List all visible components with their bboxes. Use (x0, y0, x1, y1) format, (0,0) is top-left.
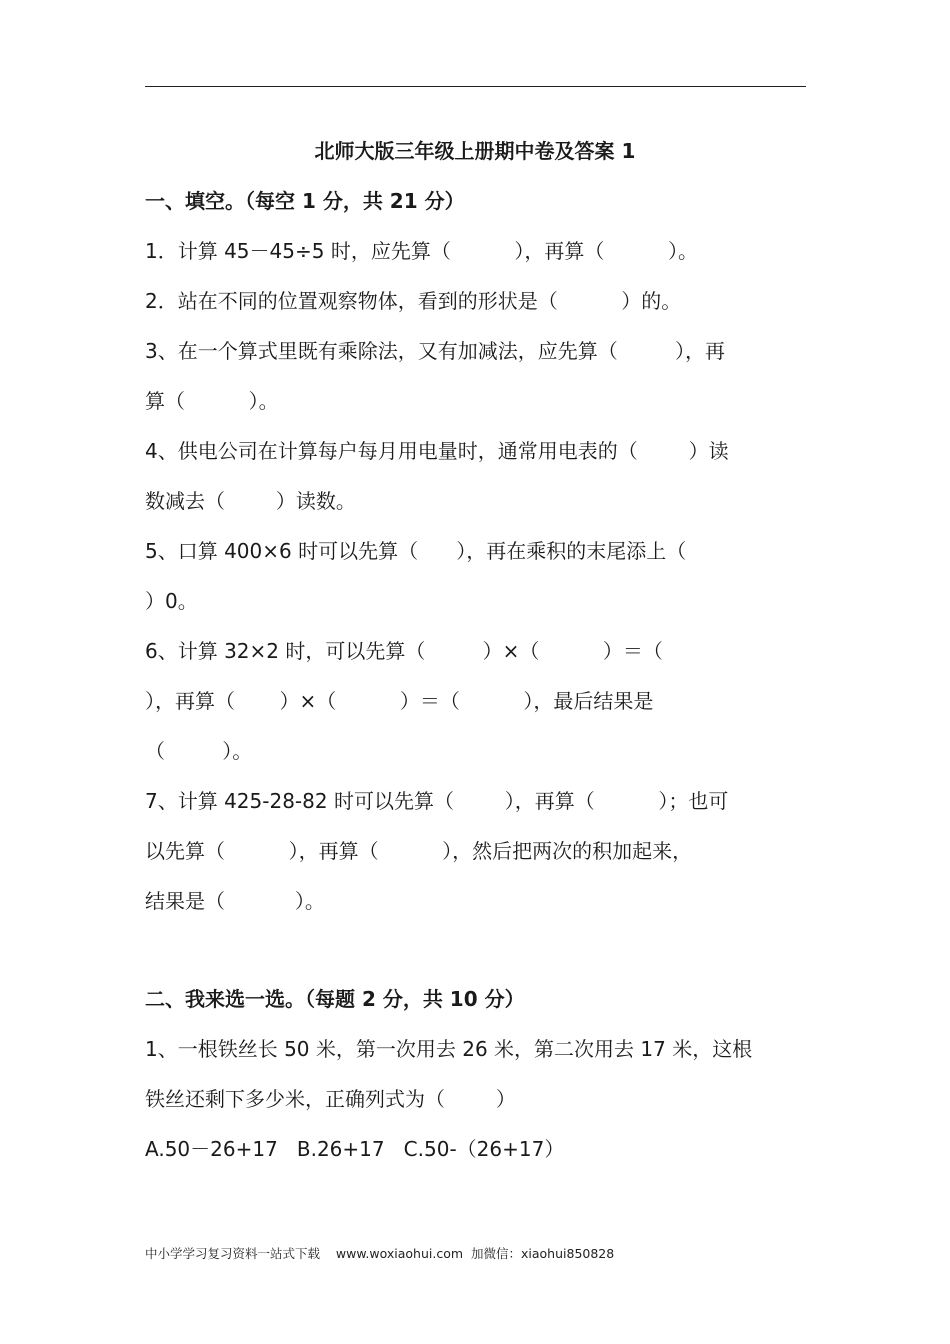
section-1-heading: 一、填空。（每空 1 分，共 21 分） (145, 189, 465, 213)
question-1-4-cont: 数减去（ ）读数。 (145, 489, 356, 513)
question-1-2: 2．站在不同的位置观察物体，看到的形状是（ ）的。 (145, 289, 682, 313)
question-1-7-cont2: 结果是（ ）。 (145, 889, 325, 913)
question-1-6-cont: ），再算（ ）×（ ）＝（ ），最后结果是 (145, 689, 654, 713)
question-1-1: 1．计算 45－45÷5 时，应先算（ ），再算（ ）。 (145, 239, 698, 263)
section-2-heading: 二、我来选一选。（每题 2 分，共 10 分） (145, 987, 525, 1011)
question-1-4: 4、供电公司在计算每户每月用电量时，通常用电表的（ ）读 (145, 439, 729, 463)
question-1-5: 5、口算 400×6 时可以先算（ ），再在乘积的末尾添上（ (145, 539, 687, 563)
question-2-1-options: A.50－26+17 B.26+17 C.50-（26+17） (145, 1137, 565, 1161)
question-1-7-cont: 以先算（ ），再算（ ），然后把两次的积加起来， (145, 839, 693, 863)
question-1-5-cont: ）0。 (145, 589, 198, 613)
question-1-3: 3、在一个算式里既有乘除法，又有加减法，应先算（ ），再 (145, 339, 725, 363)
header-rule (145, 86, 806, 87)
question-1-7: 7、计算 425-28-82 时可以先算（ ），再算（ ）；也可 (145, 789, 729, 813)
page-title: 北师大版三年级上册期中卷及答案 1 (314, 139, 636, 163)
page-footer: 中小学学习复习资料一站式下载 www.woxiaohui.com 加微信：xiaohui850828 (145, 1246, 615, 1261)
question-2-1-cont: 铁丝还剩下多少米，正确列式为（ ） (145, 1087, 516, 1111)
question-2-1: 1、一根铁丝长 50 米，第一次用去 26 米，第二次用去 17 米，这根 (145, 1037, 753, 1061)
question-1-6-cont2: （ ）。 (145, 739, 253, 763)
question-1-6: 6、计算 32×2 时，可以先算（ ）×（ ）＝（ (145, 639, 663, 663)
question-1-3-cont: 算（ ）。 (145, 389, 279, 413)
